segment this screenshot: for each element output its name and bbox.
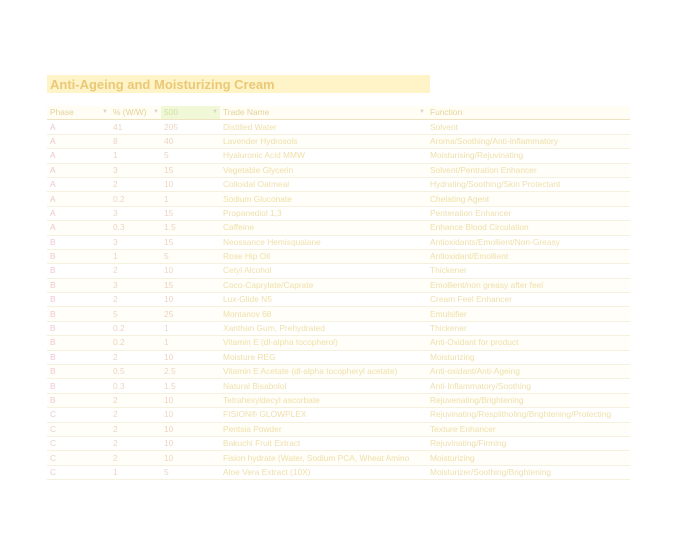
cell-function[interactable]: Rejuvenating/Brightening	[427, 393, 630, 407]
cell-quantity[interactable]: 10	[161, 408, 220, 422]
cell-percent[interactable]: 2	[110, 422, 161, 436]
cell-phase[interactable]: B	[47, 365, 110, 379]
table-row	[47, 206, 630, 220]
cell-quantity[interactable]: 15	[161, 235, 220, 249]
cell-trade-name[interactable]: Tetrahexyldecyl ascorbate	[220, 393, 427, 407]
cell-phase[interactable]: B	[47, 336, 110, 350]
cell-function[interactable]: Rejuvinating/Resplitholing/Brightening/Protecting	[427, 408, 630, 422]
cell-function[interactable]: Hydrating/Soothing/Skin Protectant	[427, 177, 630, 191]
chevron-down-icon[interactable]: ▼	[102, 109, 108, 115]
cell-quantity[interactable]: 5	[161, 465, 220, 479]
cell-percent[interactable]: 2	[110, 436, 161, 450]
cell-phase[interactable]: B	[47, 321, 110, 335]
cell-phase[interactable]: A	[47, 221, 110, 235]
cell-percent[interactable]: 0.2	[110, 192, 161, 206]
cell-phase[interactable]: B	[47, 393, 110, 407]
cell-function[interactable]: Thickener	[427, 321, 630, 335]
cell-trade-name[interactable]: Pentsia Powder	[220, 422, 427, 436]
chevron-down-icon[interactable]: ▼	[212, 109, 218, 115]
sheet-title: Anti-Ageing and Moisturizing Cream	[50, 77, 275, 92]
table-row	[47, 264, 630, 278]
header-row	[47, 106, 630, 120]
cell-percent[interactable]: 8	[110, 134, 161, 148]
cell-percent[interactable]: 1	[110, 465, 161, 479]
cell-quantity[interactable]: 1	[161, 336, 220, 350]
cell-trade-name[interactable]: Montanov 68	[220, 307, 427, 321]
cell-trade-name[interactable]: Colloidal Oatmeal	[220, 177, 427, 191]
cell-quantity[interactable]: 10	[161, 436, 220, 450]
cell-phase[interactable]: A	[47, 192, 110, 206]
cell-function[interactable]: Moisturizer/Soothing/Brightening	[427, 465, 630, 479]
cell-function[interactable]: Emulsifier	[427, 307, 630, 321]
cell-trade-name[interactable]: Sodium Gluconate	[220, 192, 427, 206]
table-row	[47, 192, 630, 206]
cell-trade-name[interactable]: Cetyl Alcohol	[220, 264, 427, 278]
cell-trade-name[interactable]: Propanediol 1,3	[220, 206, 427, 220]
cell-trade-name[interactable]: Rose Hip Oil	[220, 249, 427, 263]
table-row	[47, 249, 630, 263]
table-row	[47, 149, 630, 163]
cell-function[interactable]: Solvent/Pentration Enhancer	[427, 163, 630, 177]
cell-percent[interactable]: 2	[110, 350, 161, 364]
cell-phase[interactable]: B	[47, 293, 110, 307]
table-row	[47, 422, 630, 436]
table-row	[47, 221, 630, 235]
cell-quantity[interactable]: 10	[161, 177, 220, 191]
cell-function[interactable]: Chelating Agent	[427, 192, 630, 206]
cell-trade-name[interactable]: Moisture REG	[220, 350, 427, 364]
cell-percent[interactable]: 1	[110, 249, 161, 263]
column-header-quantity[interactable]	[161, 106, 220, 120]
table-row	[47, 163, 630, 177]
cell-trade-name[interactable]: Hyaluronic Acid MMW	[220, 149, 427, 163]
cell-function[interactable]: Antioxidant/Emollient	[427, 249, 630, 263]
header-label-quantity: 500	[164, 107, 178, 118]
cell-trade-name[interactable]: Caffeine	[220, 221, 427, 235]
cell-function[interactable]: Solvent	[427, 120, 630, 134]
cell-percent[interactable]: 2	[110, 264, 161, 278]
table-row	[47, 379, 630, 393]
cell-percent[interactable]: 3	[110, 163, 161, 177]
cell-trade-name[interactable]: Distilled Water	[220, 120, 427, 134]
table-row	[47, 365, 630, 379]
table-row	[47, 408, 630, 422]
cell-quantity[interactable]: 10	[161, 422, 220, 436]
cell-quantity[interactable]: 40	[161, 134, 220, 148]
cell-trade-name[interactable]: FISION® GLOWPLEX	[220, 408, 427, 422]
cell-trade-name[interactable]: Neossance Hemisqualane	[220, 235, 427, 249]
cell-phase[interactable]: A	[47, 134, 110, 148]
cell-percent[interactable]: 0.3	[110, 379, 161, 393]
cell-trade-name[interactable]: Xanthan Gum, Prehydrated	[220, 321, 427, 335]
cell-quantity[interactable]: 10	[161, 350, 220, 364]
cell-percent[interactable]: 2	[110, 293, 161, 307]
cell-phase[interactable]: A	[47, 163, 110, 177]
table-row	[47, 120, 630, 134]
column-header-function[interactable]	[427, 106, 630, 120]
cell-phase[interactable]: B	[47, 249, 110, 263]
cell-quantity[interactable]: 1	[161, 321, 220, 335]
cell-quantity[interactable]: 25	[161, 307, 220, 321]
cell-quantity[interactable]: 5	[161, 149, 220, 163]
cell-percent[interactable]: 0.2	[110, 336, 161, 350]
chevron-down-icon[interactable]: ▼	[419, 109, 425, 115]
cell-function[interactable]: Moisturizing	[427, 451, 630, 465]
cell-phase[interactable]: A	[47, 206, 110, 220]
cell-percent[interactable]: 2	[110, 451, 161, 465]
cell-phase[interactable]: B	[47, 307, 110, 321]
cell-quantity[interactable]: 1.5	[161, 379, 220, 393]
cell-quantity[interactable]: 2.5	[161, 365, 220, 379]
cell-percent[interactable]: 3	[110, 278, 161, 292]
table-body	[47, 120, 630, 480]
cell-percent[interactable]: 3	[110, 235, 161, 249]
cell-trade-name[interactable]: Vitamin E (dl-alpha tocopherol)	[220, 336, 427, 350]
cell-function[interactable]: Anti-oxidant/Anti-Ageing	[427, 365, 630, 379]
column-header-trade-name[interactable]	[220, 106, 427, 120]
cell-quantity[interactable]: 1	[161, 192, 220, 206]
table-row	[47, 465, 630, 479]
cell-quantity[interactable]: 10	[161, 293, 220, 307]
table-row	[47, 177, 630, 191]
cell-phase[interactable]: B	[47, 350, 110, 364]
cell-function[interactable]: Aroma/Soothing/Anti-Inflammatory	[427, 134, 630, 148]
cell-phase[interactable]: A	[47, 177, 110, 191]
cell-function[interactable]: Rejuvinating/Firming	[427, 436, 630, 450]
cell-trade-name[interactable]: Natural Bisabolol	[220, 379, 427, 393]
cell-quantity[interactable]: 205	[161, 120, 220, 134]
cell-quantity[interactable]: 1.5	[161, 221, 220, 235]
ingredients-table	[47, 106, 630, 480]
cell-percent[interactable]: 2	[110, 393, 161, 407]
cell-quantity[interactable]: 15	[161, 206, 220, 220]
cell-trade-name[interactable]: Vitamin E Acetate (dl-alpha tocopheryl acetate)	[220, 365, 427, 379]
cell-trade-name[interactable]: Bakuchi Fruit Extract	[220, 436, 427, 450]
cell-percent[interactable]: 0.5	[110, 365, 161, 379]
cell-phase[interactable]: B	[47, 235, 110, 249]
cell-trade-name[interactable]: Lux-Glide N5	[220, 293, 427, 307]
table-row	[47, 436, 630, 450]
cell-trade-name[interactable]: Aloe Vera Extract (10X)	[220, 465, 427, 479]
cell-phase[interactable]: C	[47, 451, 110, 465]
cell-function[interactable]: Anti-Inflammatory/Soothing	[427, 379, 630, 393]
cell-function[interactable]: Cream Feel Enhancer	[427, 293, 630, 307]
cell-percent[interactable]: 0.3	[110, 221, 161, 235]
cell-quantity[interactable]: 10	[161, 393, 220, 407]
cell-phase[interactable]: A	[47, 149, 110, 163]
cell-function[interactable]: Anti-Oxidant for product	[427, 336, 630, 350]
cell-phase[interactable]: B	[47, 278, 110, 292]
cell-function[interactable]: Enhance Blood Circulation	[427, 221, 630, 235]
cell-phase[interactable]: B	[47, 264, 110, 278]
cell-function[interactable]: Moisturizing	[427, 350, 630, 364]
cell-quantity[interactable]: 10	[161, 451, 220, 465]
cell-percent[interactable]: 1	[110, 149, 161, 163]
cell-percent[interactable]: 3	[110, 206, 161, 220]
cell-percent[interactable]: 5	[110, 307, 161, 321]
cell-percent[interactable]: 2	[110, 177, 161, 191]
cell-function[interactable]: Antioxidants/Emollient/Non-Greasy	[427, 235, 630, 249]
cell-quantity[interactable]: 5	[161, 249, 220, 263]
table-row	[47, 134, 630, 148]
cell-phase[interactable]: B	[47, 379, 110, 393]
header-label-phase: Phase	[50, 107, 74, 118]
table-row	[47, 321, 630, 335]
header-label-function: Function	[430, 107, 463, 118]
cell-function[interactable]: Emollient/non greasy after feel	[427, 278, 630, 292]
cell-phase[interactable]: C	[47, 436, 110, 450]
table-row	[47, 350, 630, 364]
cell-function[interactable]: Texture Enhancer	[427, 422, 630, 436]
column-header-percent[interactable]	[110, 106, 161, 120]
chevron-down-icon[interactable]: ▼	[153, 109, 159, 115]
cell-trade-name[interactable]: Vegetable Glycerin	[220, 163, 427, 177]
table-row	[47, 451, 630, 465]
cell-percent[interactable]: 0.2	[110, 321, 161, 335]
table-row	[47, 393, 630, 407]
cell-quantity[interactable]: 15	[161, 163, 220, 177]
header-label-percent: % (W/W)	[113, 107, 147, 118]
cell-trade-name[interactable]: Lavender Hydrosols	[220, 134, 427, 148]
cell-trade-name[interactable]: Coco-Caprylate/Caprate	[220, 278, 427, 292]
cell-percent[interactable]: 41	[110, 120, 161, 134]
cell-quantity[interactable]: 15	[161, 278, 220, 292]
cell-function[interactable]: Penteration Enhancer	[427, 206, 630, 220]
cell-function[interactable]: Thickener	[427, 264, 630, 278]
table-row	[47, 278, 630, 292]
cell-percent[interactable]: 2	[110, 408, 161, 422]
header-label-trade-name: Trade Name	[223, 107, 270, 118]
cell-phase[interactable]: C	[47, 408, 110, 422]
cell-quantity[interactable]: 10	[161, 264, 220, 278]
table-row	[47, 307, 630, 321]
cell-phase[interactable]: C	[47, 422, 110, 436]
table-row	[47, 336, 630, 350]
column-header-phase[interactable]	[47, 106, 110, 120]
cell-phase[interactable]: A	[47, 120, 110, 134]
cell-function[interactable]: Moisturising/Rejuvinating	[427, 149, 630, 163]
table-row	[47, 235, 630, 249]
table-row	[47, 293, 630, 307]
cell-phase[interactable]: C	[47, 465, 110, 479]
cell-trade-name[interactable]: Fision hydrate (Water, Sodium PCA, Wheat Amino	[220, 451, 427, 465]
